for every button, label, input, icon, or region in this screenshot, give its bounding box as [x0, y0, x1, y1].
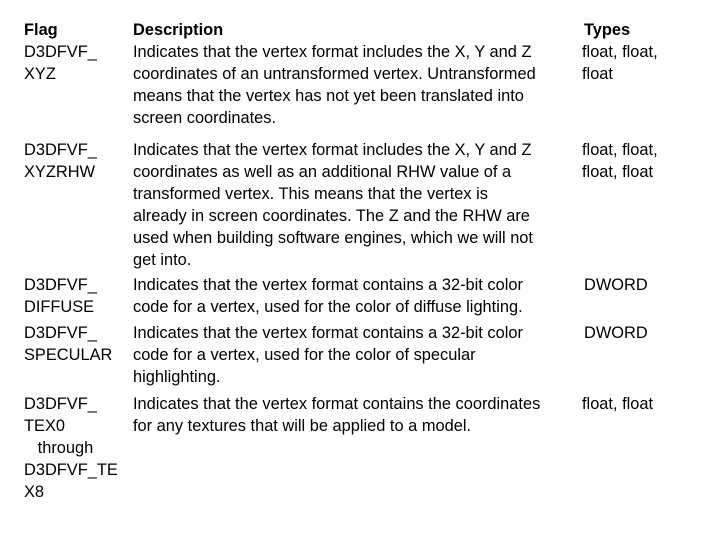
flag-cell	[24, 41, 132, 85]
header-types: Types	[584, 21, 631, 39]
description-cell	[133, 41, 584, 129]
description-line: transformed vertex. This means that the vertex is	[133, 185, 488, 203]
types-line: float, float	[582, 163, 654, 181]
header-flag: Flag	[24, 21, 58, 39]
flag-line: D3DFVF_	[24, 276, 97, 294]
flag-line: D3DFVF_TE	[24, 461, 118, 479]
description-line: means that the vertex has not yet been translated into	[133, 87, 524, 105]
description-line: code for a vertex, used for the color of diffuse lighting.	[133, 298, 523, 316]
description-line: for any textures that will be applied to a model.	[133, 417, 472, 435]
description-cell	[133, 393, 584, 437]
types-line: DWORD	[584, 324, 648, 342]
types-cell	[582, 139, 720, 183]
header-description: Description	[133, 21, 224, 39]
types-cell	[584, 274, 720, 296]
flag-line: TEX0	[24, 417, 65, 435]
description-cell	[133, 139, 584, 271]
description-line: coordinates of an untransformed vertex. Untransformed	[133, 65, 536, 83]
flag-line: D3DFVF_	[24, 141, 97, 159]
description-line: screen coordinates.	[133, 109, 277, 127]
description-cell	[133, 322, 584, 388]
description-line: Indicates that the vertex format includes the X, Y and Z	[133, 141, 532, 159]
types-line: float, float,	[582, 141, 658, 159]
description-line: highlighting.	[133, 368, 221, 386]
types-line: float	[582, 65, 613, 83]
flag-cell	[24, 274, 132, 318]
types-line: DWORD	[584, 276, 648, 294]
description-line: code for a vertex, used for the color of specular	[133, 346, 476, 364]
description-line: get into.	[133, 251, 192, 269]
flag-line: D3DFVF_	[24, 395, 97, 413]
description-line: Indicates that the vertex format contains a 32-bit color	[133, 324, 523, 342]
types-line: float, float,	[582, 43, 658, 61]
description-line: Indicates that the vertex format includes the X, Y and Z	[133, 43, 532, 61]
types-cell	[584, 322, 720, 344]
flag-cell	[24, 393, 132, 503]
flag-cell	[24, 322, 132, 366]
flag-line: SPECULAR	[24, 346, 113, 364]
flag-line: X8	[24, 483, 45, 501]
flag-cell	[24, 139, 132, 183]
flag-line: XYZRHW	[24, 163, 96, 181]
flag-line: D3DFVF_	[24, 324, 97, 342]
description-line: already in screen coordinates. The Z and the RHW are	[133, 207, 530, 225]
types-line: float, float	[582, 395, 654, 413]
flag-line: XYZ	[24, 65, 56, 83]
flag-line: through	[24, 439, 94, 457]
flag-line: D3DFVF_	[24, 43, 97, 61]
description-line: used when building software engines, which we will not	[133, 229, 533, 247]
flag-line: DIFFUSE	[24, 298, 95, 316]
description-cell	[133, 274, 584, 318]
description-line: Indicates that the vertex format contains a 32-bit color	[133, 276, 523, 294]
description-line: coordinates as well as an additional RHW value of a	[133, 163, 512, 181]
types-cell	[582, 41, 720, 85]
description-line: Indicates that the vertex format contains the coordinates	[133, 395, 541, 413]
types-cell	[582, 393, 720, 415]
